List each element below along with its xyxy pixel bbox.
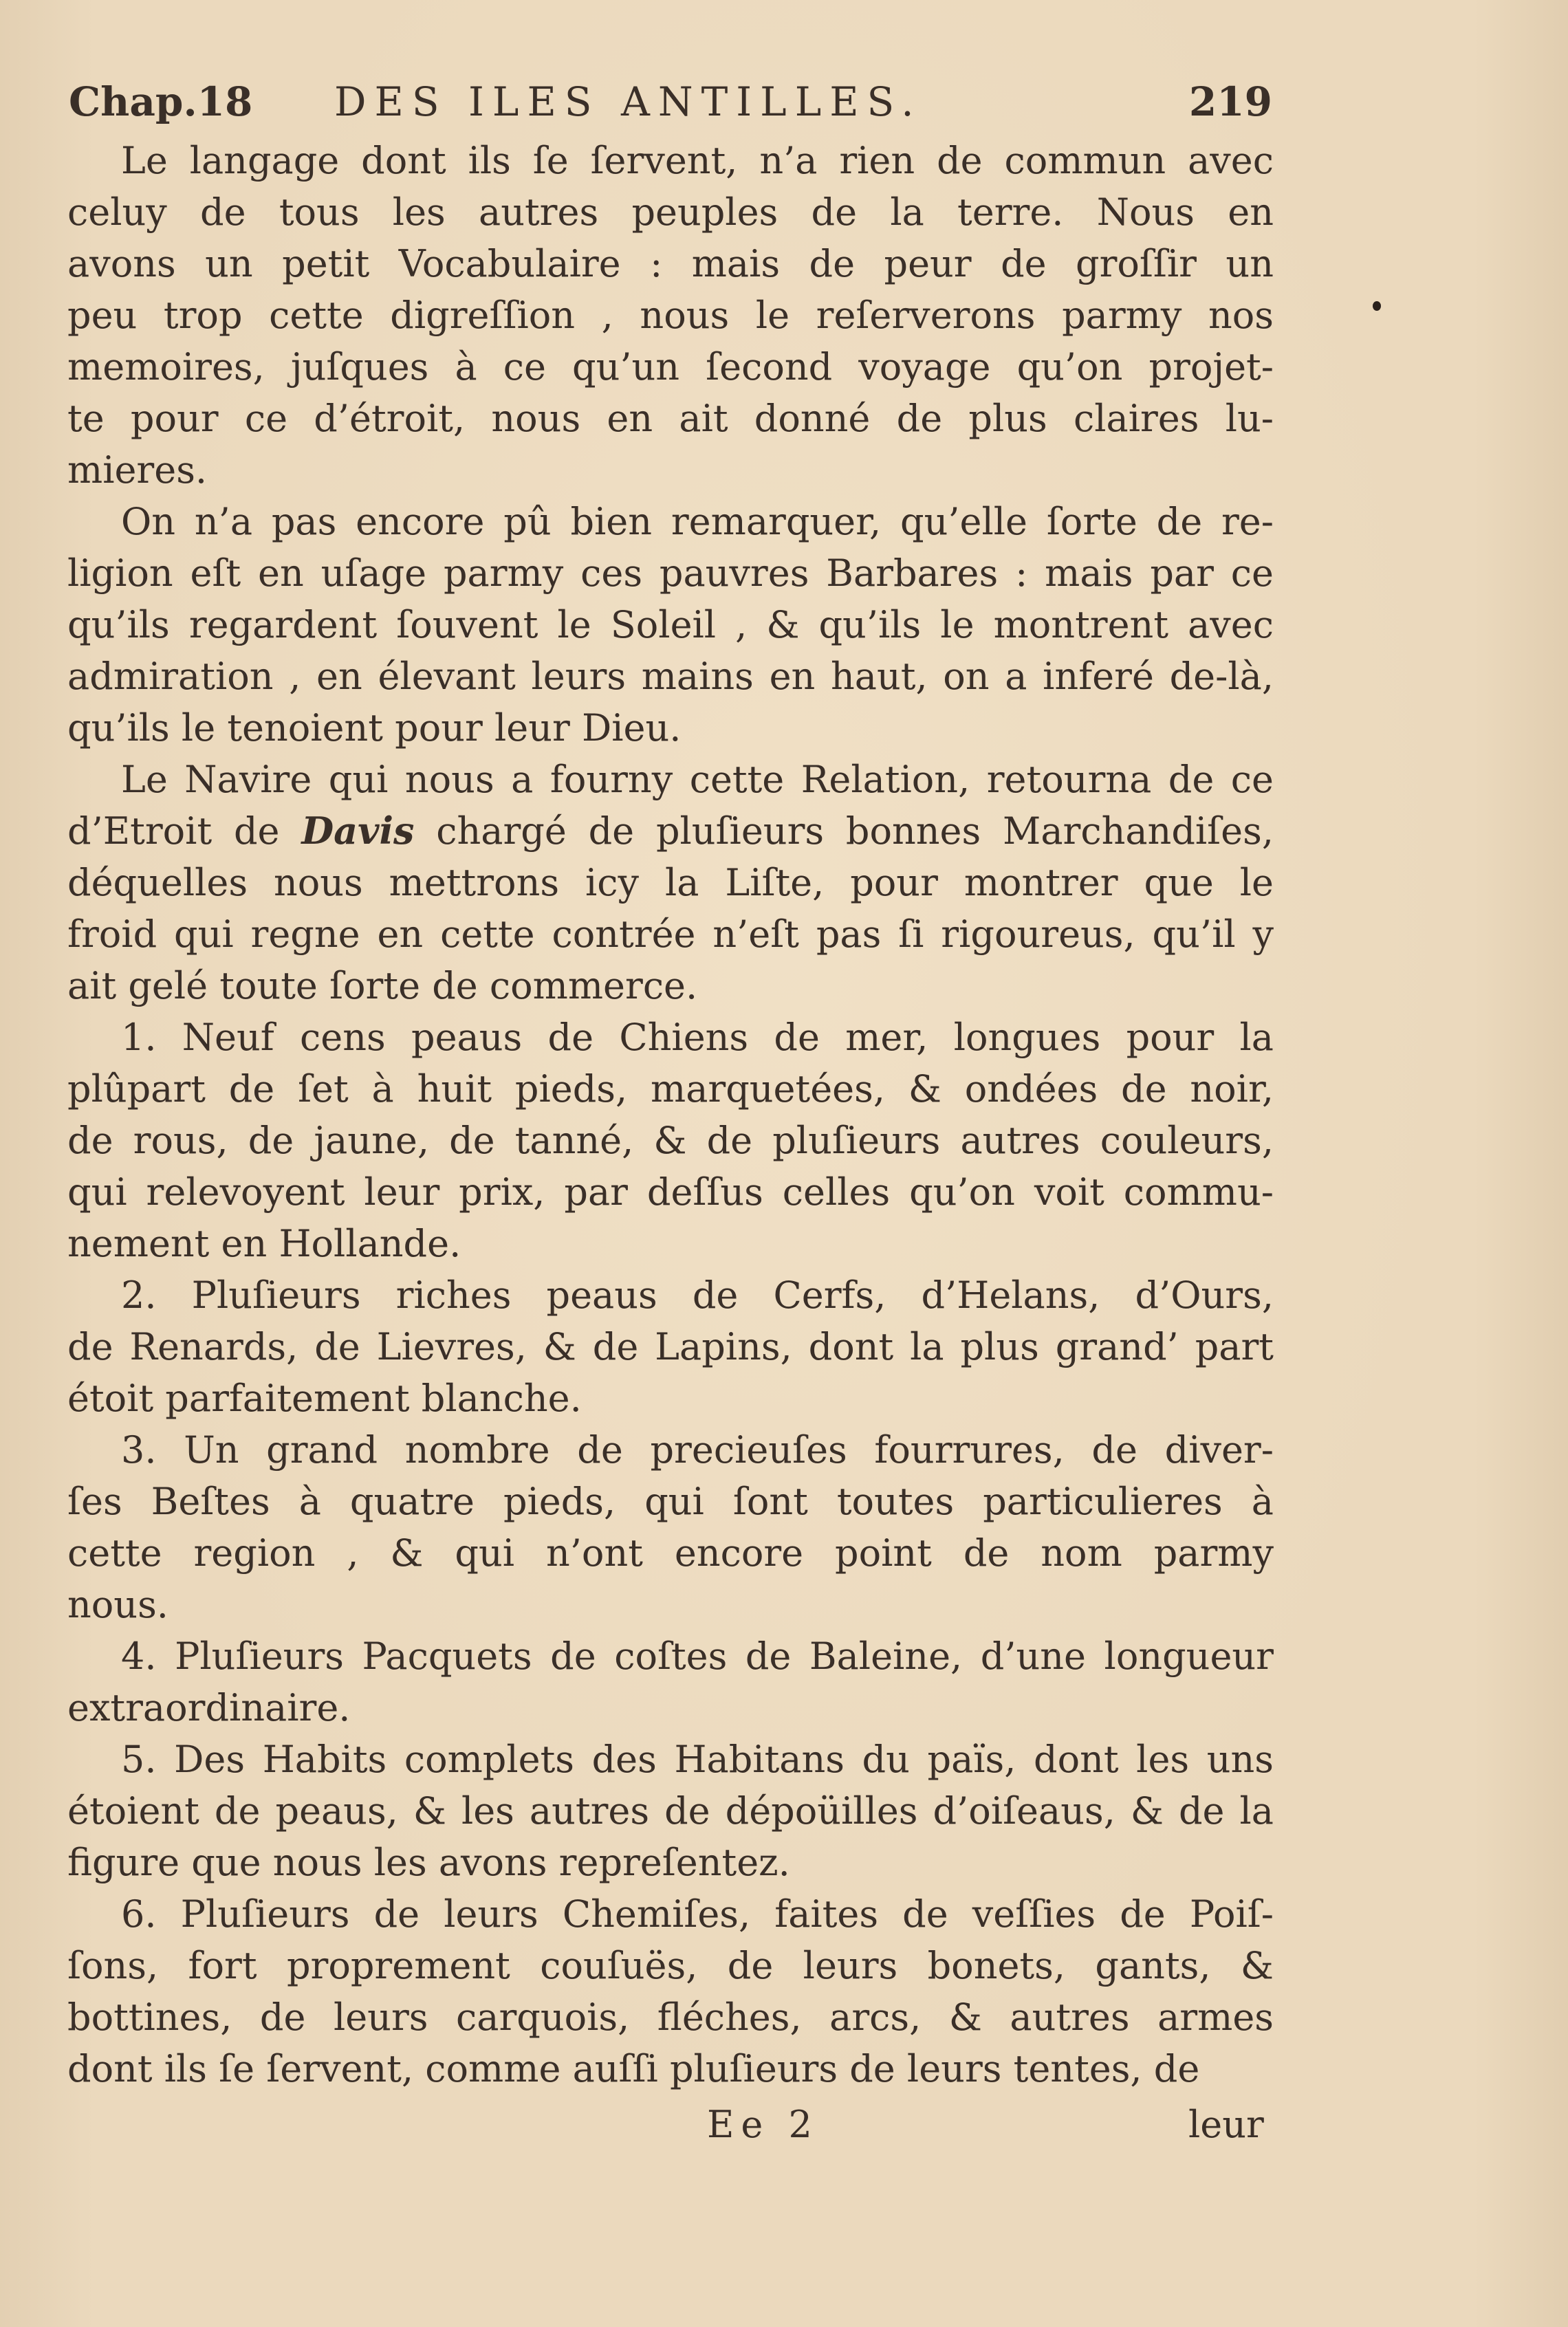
text-line: nement en Hollande. [67,1222,461,1265]
paragraph [67,1734,1274,1888]
paragraph [67,1269,1274,1424]
text-line: qu’ils le tenoient pour leur Dieu. [67,706,682,750]
text-line: étoient de peaus, & les autres de dépoüilles d’oiſeaus, & de la [67,1789,1274,1833]
paragraph [67,1424,1274,1630]
text-line: celuy de tous les autres peuples de la terre. Nous en [67,190,1274,234]
text-line: 4. Pluſieurs Pacquets de coſtes de Baleine, d’une longueur [121,1635,1274,1678]
page-number: 219 [1188,78,1272,125]
text-line: extraordinaire. [67,1686,351,1729]
text-line: ligion eſt en uſage parmy ces pauvres Barbares : mais par ce [67,551,1274,595]
catchword: leur [1188,2103,1264,2146]
text-line: qui relevoyent leur prix, par deſſus celles qu’on voit commu- [67,1170,1274,1214]
text-line: 3. Un grand nombre de precieuſes fourrures, de diver- [121,1428,1274,1472]
text-line: Le langage dont ils ſe ſervent, n’a rien de commun avec [121,139,1274,182]
text-line: qu’ils regardent ſouvent le Soleil , & qu’ils le montrent avec [67,603,1274,646]
text-line: 2. Pluſieurs riches peaus de Cerfs, d’Helans, d’Ours, [121,1274,1274,1317]
text-line: Le Navire qui nous a fourny cette Relation, retourna de ce [121,758,1274,801]
paragraph [67,1012,1274,1269]
paragraph [67,1888,1274,2095]
text-line: étoit parfaitement blanche. [67,1377,582,1420]
text-line: te pour ce d’étroit, nous en ait donné de plus claires lu- [67,397,1274,440]
text-line: 1. Neuf cens peaus de Chiens de mer, longues pour la [121,1016,1274,1059]
text-line: de Renards, de Lievres, & de Lapins, dont la plus grand’ part [67,1325,1274,1368]
text-line: cette region , & qui n’ont encore point de nom parmy [67,1531,1274,1575]
text-line: ait gelé toute ſorte de commerce. [67,964,698,1007]
text-line: mieres. [67,448,208,492]
italic-name: Davis [301,809,415,853]
paragraph [67,754,1274,1012]
text-line: déquelles nous mettrons icy la Liſte, pour montrer que le [67,861,1274,904]
text-line: ſons, fort proprement couſuës, de leurs bonets, gants, & [67,1944,1274,1987]
running-header [69,74,1272,129]
signature-mark: Ee 2 [707,2103,819,2146]
text-line: d’Etroit de Davis chargé de pluſieurs bonnes Marchandiſes, [67,809,1274,853]
text-line: On n’a pas encore pû bien remarquer, qu’elle ſorte de re- [121,500,1274,543]
text-line: avons un petit Vocabulaire : mais de peur de groſſir un [67,242,1274,285]
text-line: 6. Pluſieurs de leurs Chemiſes, faites de veſſies de Poiſ- [121,1892,1274,1936]
text-line: de rous, de jaune, de tanné, & de pluſieurs autres couleurs, [67,1119,1274,1162]
text-line: ſes Beſtes à quatre pieds, qui ſont toutes particulieres à [67,1480,1274,1523]
text-line: figure que nous les avons repreſentez. [67,1841,790,1884]
body-text [67,135,1274,2095]
text-line: plûpart de ſet à huit pieds, marquetées, & ondées de noir, [67,1067,1274,1111]
running-title: DES ILES ANTILLES. [334,78,922,125]
text-line: nous. [67,1583,168,1626]
text-line: 5. Des Habits complets des Habitans du païs, dont les uns [121,1738,1274,1781]
paragraph [67,496,1274,754]
text-line: admiration , en élevant leurs mains en haut, on a inferé de-là, [67,655,1274,698]
text-line: froid qui regne en cette contrée n’eſt pas ſi rigoureus, qu’il y [67,913,1274,956]
text-line: bottines, de leurs carquois, fléches, arcs, & autres armes [67,1996,1274,2039]
page-footer [0,2099,1568,2150]
text-line: peu trop cette digreſſion , nous le reſerverons parmy nos [67,294,1274,337]
paragraph [67,135,1274,496]
text-line: dont ils ſe ſervent, comme auſſi pluſieurs de leurs tentes, de [67,2047,1200,2090]
chapter-label: Chap.18 [69,78,253,125]
ink-speck [1373,301,1381,311]
text-line: memoires, juſques à ce qu’un ſecond voyage qu’on projet- [67,345,1274,389]
paragraph [67,1630,1274,1734]
